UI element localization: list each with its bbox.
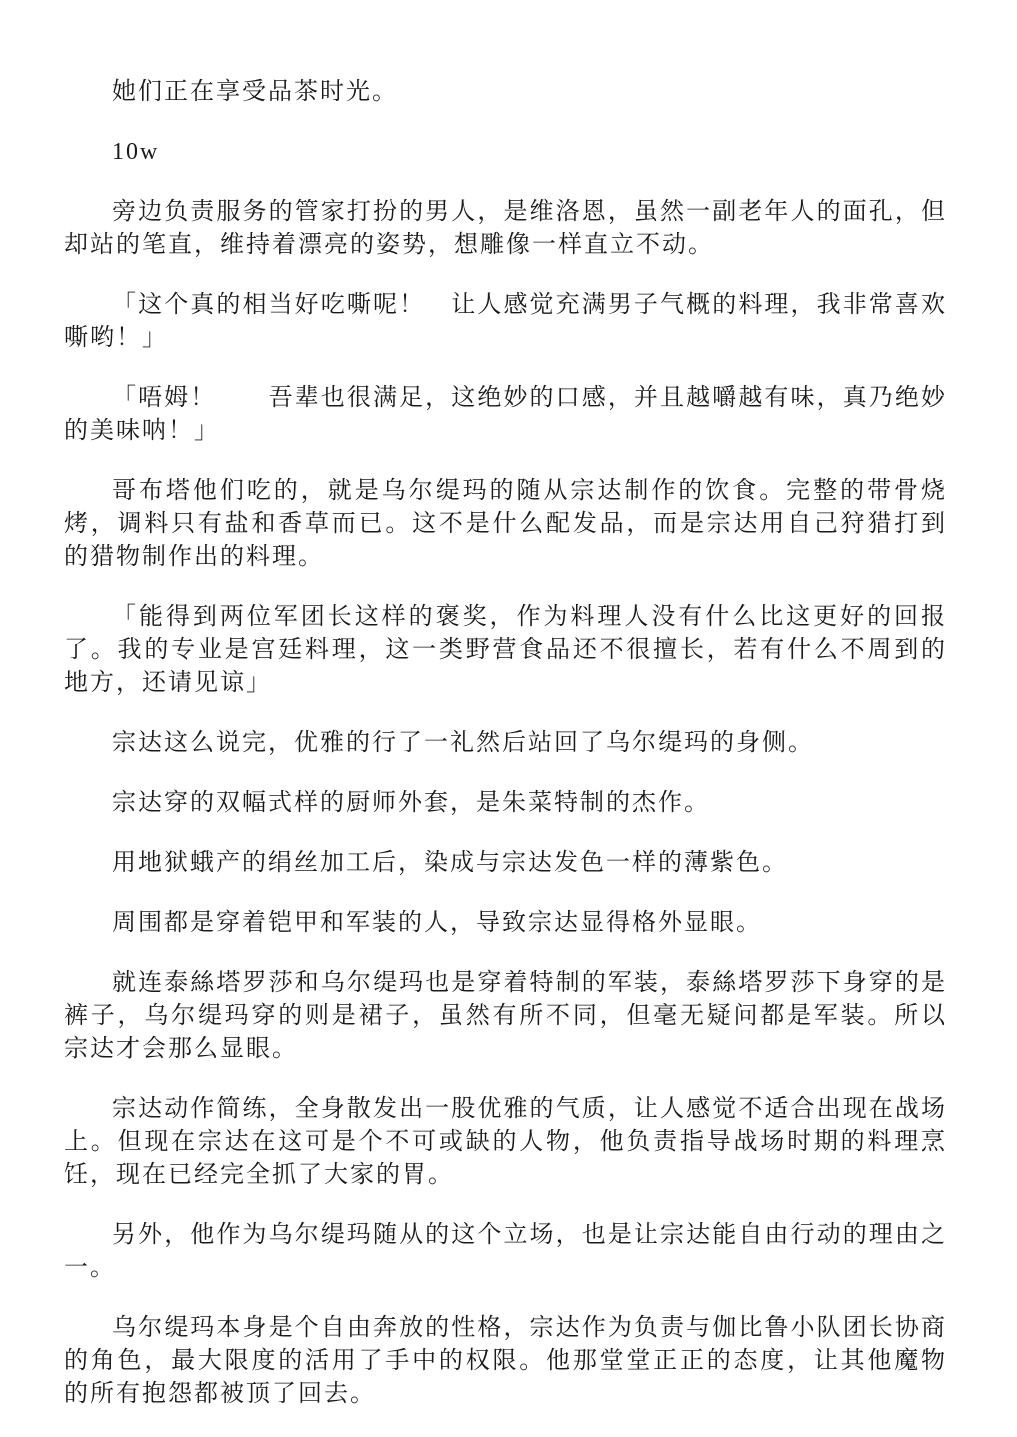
paragraph-silk: 用地狱蛾产的绢丝加工后，染成与宗达发色一样的薄紫色。 (112, 850, 788, 876)
paragraph-butler: 旁边负责服务的管家打扮的男人，是维洛恩，虽然一副老年人的面孔，但却站的笔直，维持着漂亮的姿势，想雕像一样直立不动。 (64, 199, 947, 258)
paragraph-dialogue-3: 「能得到两位军团长这样的褒奖，作为料理人没有什么比这更好的回报了。我的专业是宫廷料理，这一类野营食品还不很擅长，若有什么不周到的地方，还请见谅」 (64, 604, 947, 696)
paragraph-uniforms: 就连泰絲塔罗莎和乌尔缇玛也是穿着特制的军装，泰絲塔罗莎下身穿的是裤子，乌尔缇玛穿的则是裙子，虽然有所不同，但毫无疑问都是军装。所以宗达才会那么显眼。 (64, 970, 947, 1062)
paragraph-dialogue-1: 「这个真的相当好吃嘶呢！ 让人感觉充满男子气概的料理，我非常喜欢嘶哟！」 (64, 292, 947, 351)
paragraph-food: 哥布塔他们吃的，就是乌尔缇玛的随从宗达制作的饮食。完整的带骨烧烤，调料只有盐和香草而已。这不是什么配发品，而是宗达用自己狩猎打到的猎物制作出的料理。 (64, 478, 947, 570)
paragraph-elegance: 宗达动作简练，全身散发出一股优雅的气质，让人感觉不适合出现在战场上。但现在宗达在这可是个不可或缺的人物，他负责指导战场时期的料理烹饪，现在已经完全抓了大家的胃。 (64, 1096, 947, 1188)
paragraph-chef-coat: 宗达穿的双幅式样的厨师外套，是朱菜特制的杰作。 (112, 790, 710, 816)
paragraph-dialogue-2: 「唔姆！ 吾辈也很满足，这绝妙的口感，并且越嚼越有味，真乃绝妙的美味呐！」 (64, 385, 947, 444)
paragraph-armor: 周围都是穿着铠甲和军装的人，导致宗达显得格外显眼。 (112, 910, 762, 936)
paragraph-10w-marker: 10w (112, 139, 160, 165)
paragraph-tea-time: 她们正在享受品茶时光。 (112, 79, 398, 105)
paragraph-ultima-nature: 乌尔缇玛本身是个自由奔放的性格，宗达作为负责与伽比鲁小队团长协商的角色，最大限度的活用了手中的权限。他那堂堂正正的态度，让其他魔物的所有抱怨都被顶了回去。 (64, 1315, 947, 1407)
paragraph-position: 另外，他作为乌尔缇玛随从的这个立场，也是让宗达能自由行动的理由之一。 (64, 1222, 947, 1281)
paragraph-bow: 宗达这么说完，优雅的行了一礼然后站回了乌尔缇玛的身侧。 (112, 730, 814, 756)
